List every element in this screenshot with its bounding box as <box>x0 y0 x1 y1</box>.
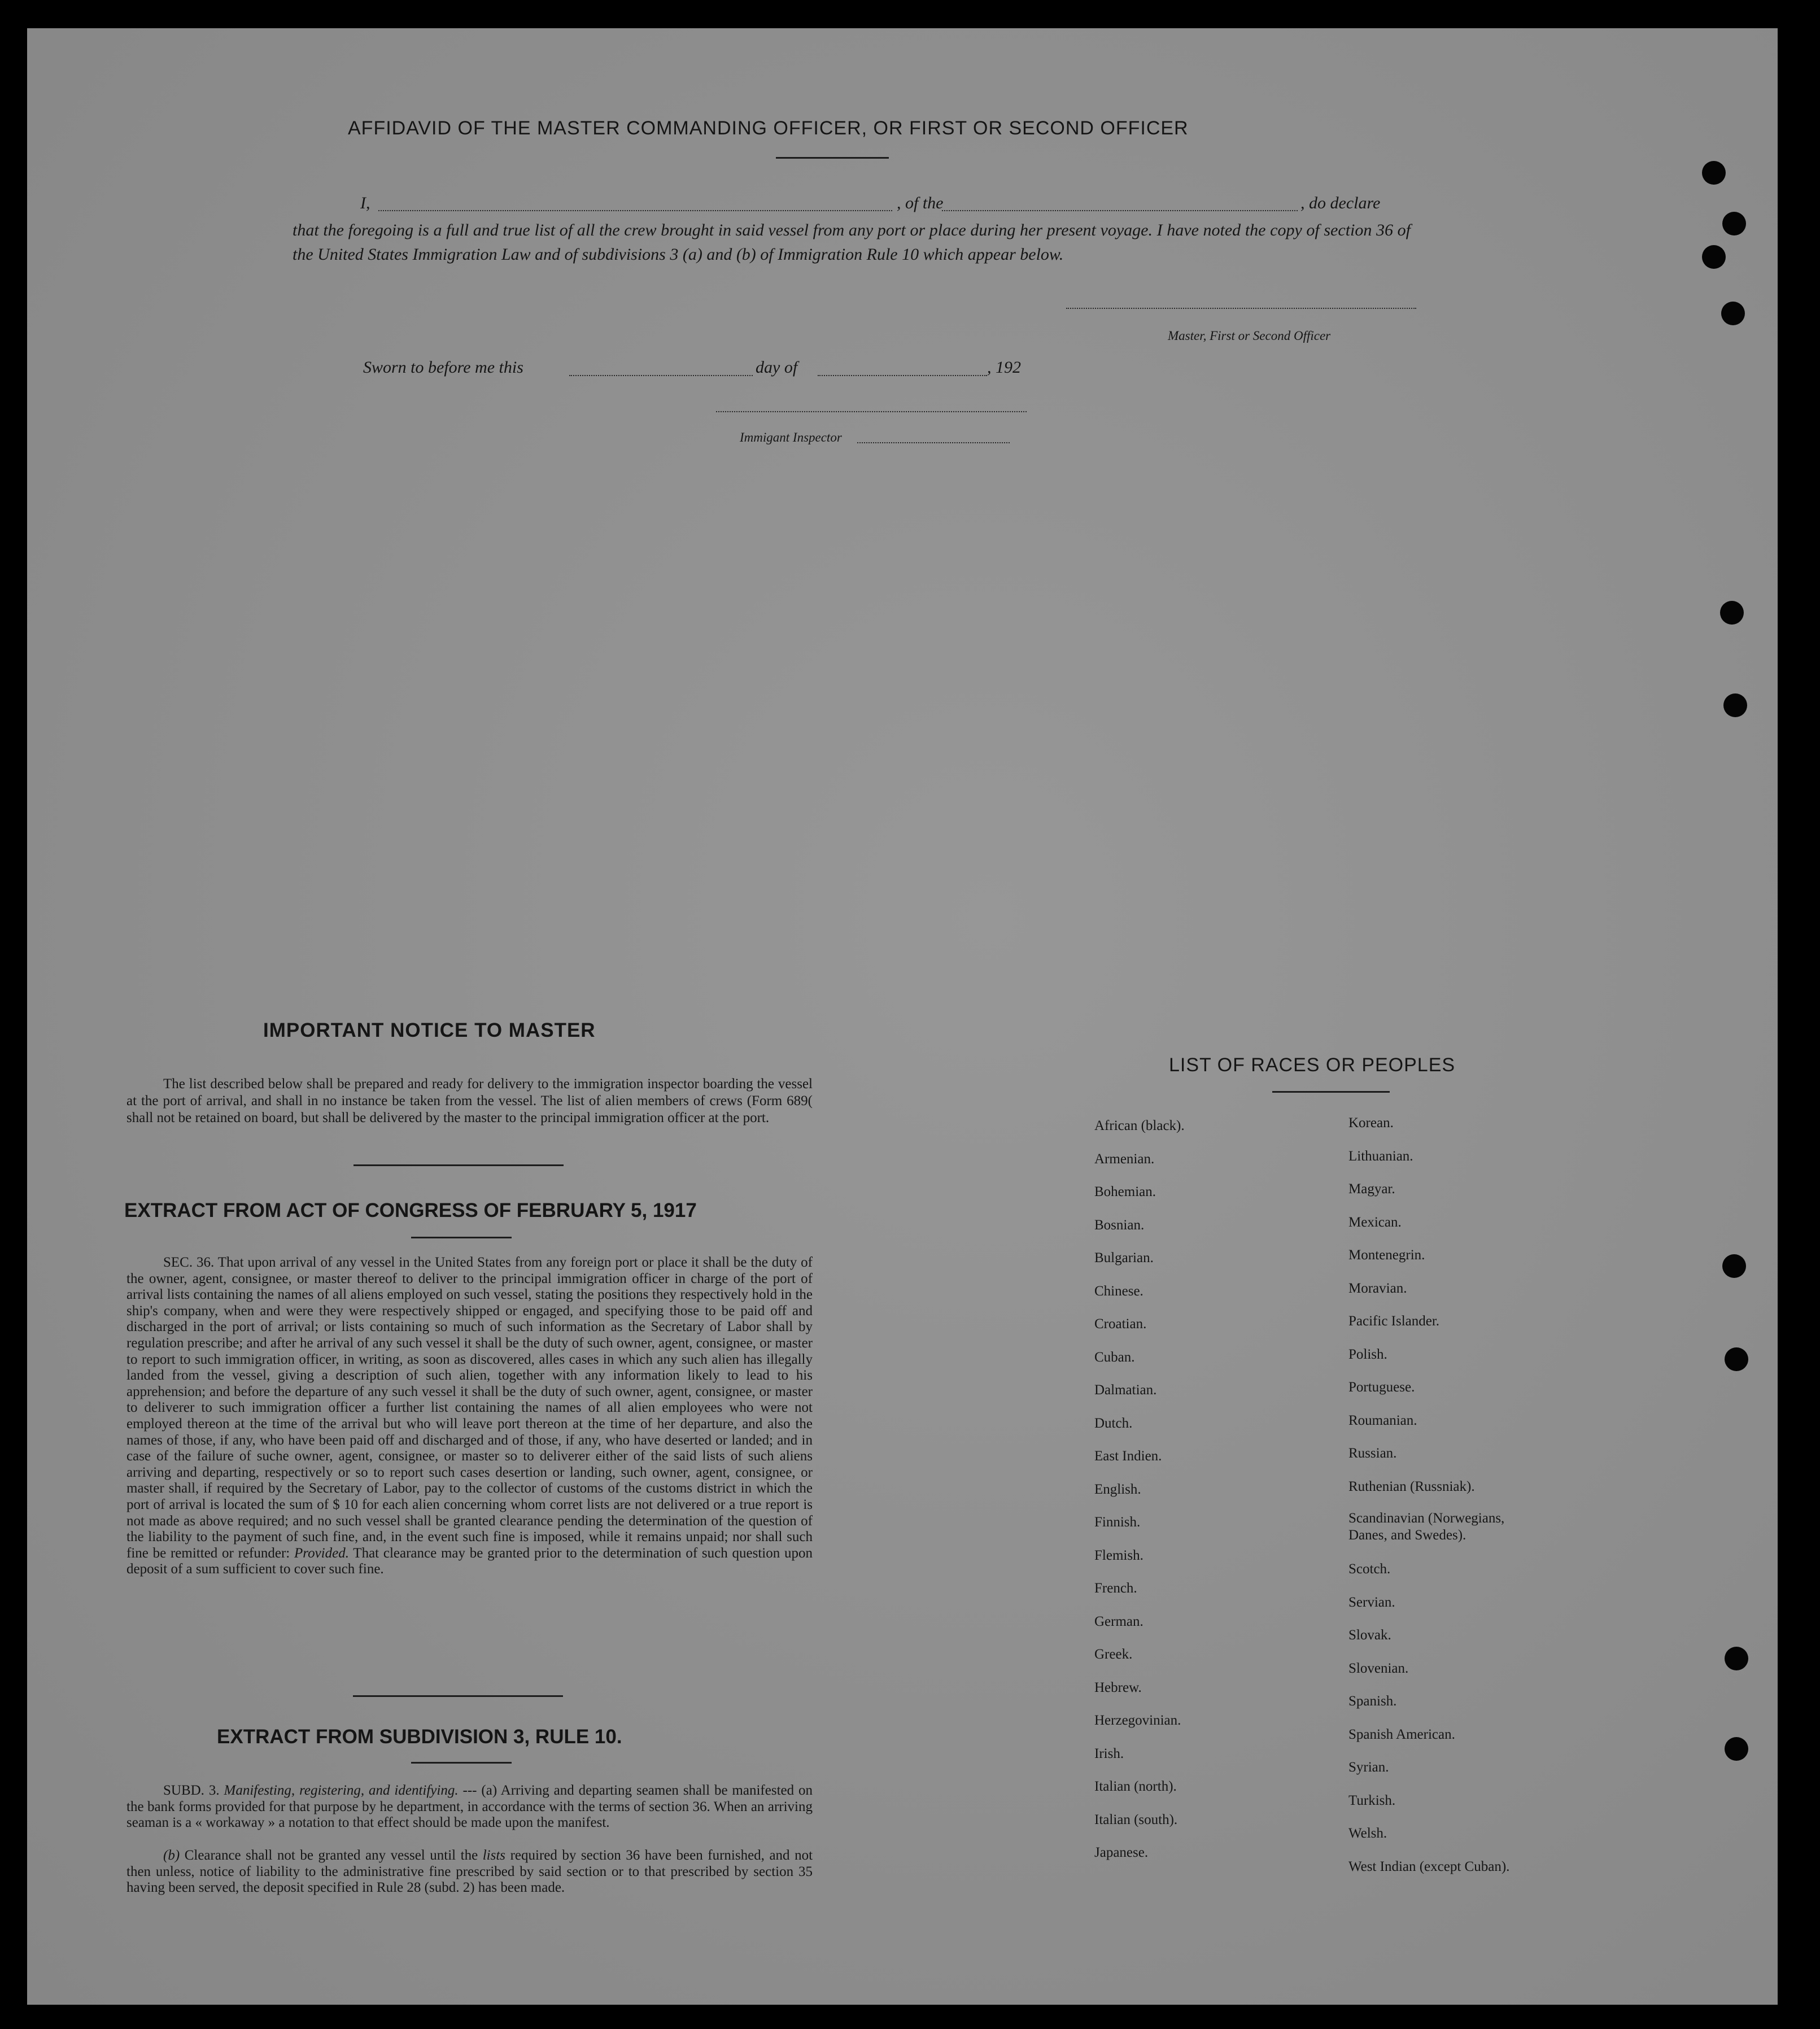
act-title-underline <box>411 1237 512 1238</box>
races-title: LIST OF RACES OR PEOPLES <box>1169 1054 1456 1076</box>
races-list-right <box>1348 1107 1509 1883</box>
i-label: I, <box>360 194 370 212</box>
signature-label: Master, First or Second Officer <box>1168 329 1331 343</box>
race-item: African (black). <box>1094 1118 1185 1133</box>
race-item: Mexican. <box>1348 1214 1402 1230</box>
race-item: Scandinavian (Norwegians, Danes, and Swedes). <box>1348 1511 1505 1543</box>
rule10-para-b-label: (b) <box>163 1848 180 1863</box>
rule10-para-b-lists: lists <box>482 1848 506 1863</box>
binder-hole <box>1722 212 1746 235</box>
notice-body: The list described below shall be prepared and ready for delivery to the immigration inspector boarding the vessel at the port of arrival, and shall in no instance be taken from the vessel. The list of alien members of crews (Form 689( shall not be retained on board, but shall be delivered by the master to the principal immigration officer at the port. <box>126 1076 813 1125</box>
rule10-para-a <box>126 1783 813 1831</box>
race-item: Ruthenian (Russniak). <box>1348 1478 1475 1494</box>
race-item: Cuban. <box>1094 1349 1135 1365</box>
rule10-subd-heading: Manifesting, registering, and identifying. <box>224 1783 459 1798</box>
rule10-title: EXTRACT FROM SUBDIVISION 3, RULE 10. <box>217 1726 622 1748</box>
binder-hole <box>1722 1254 1746 1278</box>
race-item: Slovak. <box>1348 1627 1391 1643</box>
binder-hole <box>1702 245 1726 269</box>
race-item: German. <box>1094 1613 1143 1629</box>
race-item: Finnish. <box>1094 1515 1141 1530</box>
race-item: Flemish. <box>1094 1547 1143 1563</box>
vessel-field-line <box>942 210 1298 211</box>
race-item: Magyar. <box>1348 1181 1395 1197</box>
do-declare-label: , do declare <box>1300 194 1381 212</box>
day-of-label: day of <box>756 358 798 377</box>
rule10-para-b <box>126 1848 813 1896</box>
binder-hole <box>1725 1737 1748 1761</box>
race-item: Bohemian. <box>1094 1184 1156 1199</box>
race-item: Roumanian. <box>1348 1412 1417 1428</box>
race-item: West Indian (except Cuban). <box>1348 1858 1510 1874</box>
race-item: Hebrew. <box>1094 1679 1142 1695</box>
race-item: Moravian. <box>1348 1280 1407 1296</box>
name-field-line <box>378 210 892 211</box>
act-title: EXTRACT FROM ACT OF CONGRESS OF FEBRUARY 5, 1917 <box>124 1199 697 1221</box>
sworn-month-line <box>818 375 987 376</box>
of-the-label: , of the <box>897 194 944 212</box>
race-item: Croatian. <box>1094 1316 1147 1332</box>
rule10-subd-label: SUBD. 3. <box>163 1783 220 1798</box>
notice-divider <box>353 1164 564 1166</box>
race-item: Polish. <box>1348 1346 1387 1362</box>
rule10-title-underline <box>411 1762 512 1764</box>
inspector-line <box>716 411 1027 412</box>
title-underline <box>776 157 889 159</box>
races-list-left <box>1094 1110 1185 1870</box>
race-item: Bosnian. <box>1094 1217 1145 1233</box>
year-label: , 192 <box>987 358 1021 377</box>
binder-hole <box>1723 693 1747 717</box>
binder-hole <box>1720 601 1744 625</box>
race-item: Irish. <box>1094 1746 1124 1761</box>
rule10-para-b-text-1: Clearance shall not be granted any vessel until the <box>184 1848 478 1863</box>
race-item: Servian. <box>1348 1594 1395 1610</box>
act-divider <box>353 1695 563 1697</box>
races-title-underline <box>1272 1091 1390 1093</box>
race-item: Armenian. <box>1094 1151 1155 1167</box>
act-provided: Provided. <box>294 1545 349 1561</box>
race-item: Japanese. <box>1094 1845 1149 1860</box>
binder-hole <box>1702 161 1726 185</box>
act-text <box>126 1255 813 1578</box>
race-item: Syrian. <box>1348 1760 1389 1775</box>
race-item: Slovenian. <box>1348 1660 1409 1676</box>
rule10-para-b-text-2: required by section 36 have been furnished, and not then unless, notice of liability to the administrative fine prescribed by said section or to that prescribed by section 35 having been served, the deposit specified in Rule 28 (subd. 2) has been made. <box>126 1848 813 1896</box>
race-item: Lithuanian. <box>1348 1148 1413 1164</box>
affidavit-body: that the foregoing is a full and true list of all the crew brought in said vessel from any port or place during her present voyage. I have noted the copy of section 36 of the United States Immigration Law and of subdivisions 3 (a) and (b) of Immigration Rule 10 which appear below. <box>293 221 1411 264</box>
race-item: Bulgarian. <box>1094 1250 1154 1266</box>
race-item: French. <box>1094 1581 1137 1596</box>
inspector-line-2 <box>857 442 1010 443</box>
race-item: Welsh. <box>1348 1826 1387 1841</box>
race-item: Spanish. <box>1348 1694 1397 1709</box>
race-item: Herzegovinian. <box>1094 1713 1181 1728</box>
notice-title: IMPORTANT NOTICE TO MASTER <box>263 1019 596 1041</box>
affidavit-title: AFFIDAVID OF THE MASTER COMMANDING OFFICER, OR FIRST OR SECOND OFFICER <box>348 117 1189 139</box>
race-item: East Indien. <box>1094 1448 1162 1464</box>
binder-hole <box>1725 1347 1748 1371</box>
race-item: Greek. <box>1094 1647 1133 1662</box>
document-page <box>27 28 1778 2005</box>
inspector-label: Immigant Inspector <box>740 430 842 444</box>
race-item: English. <box>1094 1481 1141 1497</box>
race-item: Italian (south). <box>1094 1812 1178 1827</box>
act-body: That upon arrival of any vessel in the United States from any foreign port or place it shall be the duty of the owner, agent, consignee, or master thereof to deliver to the principal immigration officer in charge of the port of arrival lists containing the names of all aliens employed on such vessel, stating the positions they respectively hold in the ship's company, when and were they were respectively shipped or engaged, and specifying those to be paid off and discharged in the port of arrival; or lists containing so much of such information as the Secretary of Labor shall by regulation prescribe; and after he arrival of any such vessel it shall be the duty of such owner, agent, consignee, or master to report to such immigration officer, in writing, as soon as discovered, alles cases in which any such alien has illegally landed from the vessel, giving a description of such alien, together with any information likely to lead to his apprehension; and before the departure of any such vessel it shall be the duty of such owner, agent, consignee, or master to deliverer to such immigration officer a further list containing the names of all alien employees who were not employed thereon at the time of the arrival but who will leave port thereon at the time of her departure, and also the names of those, if any, who have been paid off and discharged and of those, if any, who have deserted or landed; and in case of the failure of suche owner, agent, consignee, or master so to deliverer either of the said lists of such aliens arriving and departing, respectively or so to report such cases desertion or landing, such owner, agent, consignee, or master shall, if required by the Secretary of Labor, pay to the collector of customs of the customs district in which the port of arrival is located the sum of $ 10 for each alien concerning whom corret lists are not delivered or a true report is not made as above required; and no such vessel shall be granted clearance pending the determination of the question of the liability to the payment of such fine, and, in the event such fine is imposed, while it remains unpaid; nor shall such fine be remitted or refunder: <box>126 1255 813 1561</box>
race-item: Russian. <box>1348 1446 1397 1461</box>
race-item: Italian (north). <box>1094 1779 1177 1794</box>
race-item: Scotch. <box>1348 1561 1391 1577</box>
act-section-label: SEC. 36. <box>163 1255 215 1270</box>
binder-hole <box>1725 1647 1748 1670</box>
race-item: Turkish. <box>1348 1792 1396 1808</box>
race-item: Korean. <box>1348 1115 1394 1131</box>
race-item: Pacific Islander. <box>1348 1314 1440 1329</box>
sworn-day-line <box>569 375 753 376</box>
race-item: Portuguese. <box>1348 1380 1415 1395</box>
race-item: Dutch. <box>1094 1415 1133 1431</box>
act-body-end: That clearance may be granted prior to the determination of such question upon deposit of a sum sufficient to cover such fine. <box>126 1545 813 1577</box>
binder-hole <box>1721 302 1745 325</box>
race-item: Spanish American. <box>1348 1726 1455 1742</box>
signature-line <box>1066 308 1416 309</box>
race-item: Dalmatian. <box>1094 1382 1157 1398</box>
rule10-para-a-text: --- (a) Arriving and departing seamen shall be manifested on the bank forms provided for that purpose by he department, in accordance with the terms of section 36. When an arriving seaman is a « workaway » a notation to that effect should be made upon the manifest. <box>126 1783 813 1831</box>
sworn-label: Sworn to before me this <box>363 358 523 377</box>
race-item: Chinese. <box>1094 1283 1143 1299</box>
race-item: Montenegrin. <box>1348 1247 1425 1263</box>
